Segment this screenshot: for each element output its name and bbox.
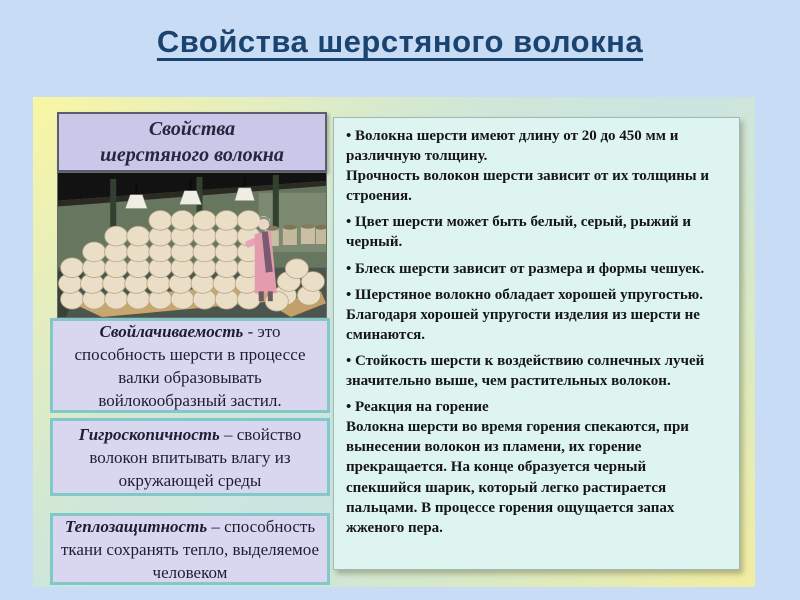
term-box-hygroscopicity [50, 418, 330, 496]
term-label: Свойлачиваемость [99, 321, 244, 341]
term-box-text [61, 320, 319, 412]
properties-header-box [57, 112, 327, 172]
right-properties-panel [333, 117, 740, 570]
term-definition: – свойство волокон впитывать влагу из окружающей среды [89, 424, 302, 490]
bullet-paragraph: Прочность волокон шерсти зависит от их толщины и строения. [346, 168, 710, 205]
term-box-heat-protection [50, 513, 330, 585]
wool-bales-photo [57, 172, 327, 318]
header-line-2: шерстяного волокна [100, 144, 284, 166]
bullet-paragraph: Волокна шерсти во время горения спекаются, при вынесении волокон из пламени, их горение прекращается. На конце образуется черный спекшийся шарик, который легко растирается пальцами. В процессе горения ощущается запах жженого пера. [346, 419, 689, 536]
slide-title: Свойства шерстяного волокна [156, 24, 644, 59]
term-box-felting [50, 318, 330, 413]
warehouse-illustration [58, 173, 326, 317]
bullet-paragraph: • Стойкость шерсти к воздействию солнечных лучей значительно выше, чем растительных волокон. [346, 352, 705, 390]
bullet-paragraph: • Цвет шерсти может быть белый, серый, рыжий и черный. [346, 214, 692, 251]
term-label: Теплозащитность [64, 516, 208, 536]
bullet-paragraph: • Реакция на горение [346, 399, 489, 416]
term-definition: - это способность шерсти в процессе валки образовывать войлокообразный застил. [74, 321, 306, 410]
bullet-paragraph: • Волокна шерсти имеют длину от 20 до 450 мм и различную толщину. [346, 128, 679, 165]
background-containers [265, 224, 326, 246]
term-box-text [61, 423, 319, 492]
bullet-paragraph: • Шерстяное волокно обладает хорошей упругостью. Благодаря хорошей упругости изделия из шерсти не сминаются. [346, 286, 704, 343]
bullet-paragraph: • Блеск шерсти зависит от размера и формы чешуек. [346, 260, 705, 277]
term-definition: – способность ткани сохранять тепло, выделяемое человеком [61, 516, 319, 582]
term-box-text [61, 515, 319, 584]
header-line-1: Свойства [148, 118, 236, 140]
term-label: Гигроскопичность [78, 424, 220, 444]
slide-canvas [33, 97, 755, 587]
